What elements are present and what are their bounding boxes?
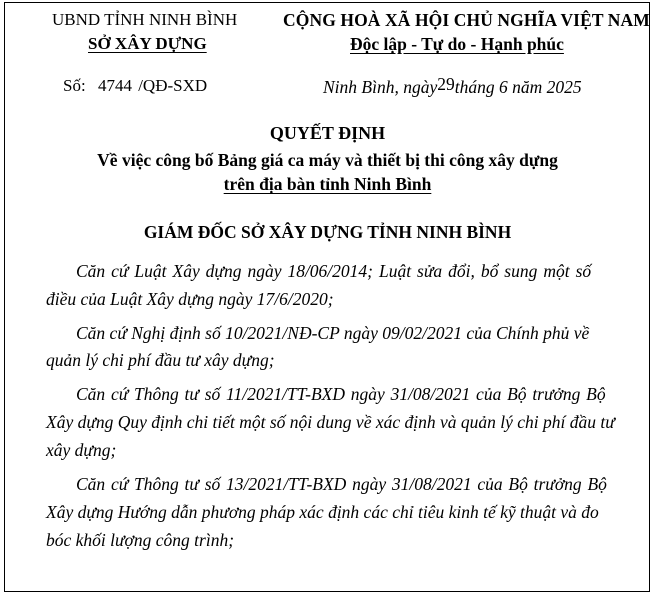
date-day: 29 xyxy=(437,74,455,94)
paragraph-4-line1 xyxy=(76,474,607,495)
paragraph-1-line1: Căn cứ Luật Xây dựng ngày 18/06/2014; Luật sửa đổi, bổ sung một số xyxy=(76,261,592,281)
paragraph-2-line2: quản lý chi phí đầu tư xây dựng; xyxy=(46,350,275,370)
date-suffix: tháng 6 năm 2025 xyxy=(454,77,582,97)
decision-title: QUYẾT ĐỊNH xyxy=(269,123,386,143)
paragraph-1-line2: điều của Luật Xây dựng ngày 17/6/2020; xyxy=(46,289,334,309)
paragraph-3-line1-text: Căn cứ Thông tư số 11/2021/TT-BXD ngày 31/08/2021 của Bộ trưởng Bộ xyxy=(76,384,606,404)
paragraph-3-line3: xây dựng; xyxy=(46,440,117,460)
decision-subject-line1: Về việc công bố Bảng giá ca máy và thiết bị thi công xây dựng xyxy=(97,150,558,170)
document-number xyxy=(63,76,207,96)
paragraph-4-line2: Xây dựng Hướng dẫn phương pháp xác định các chỉ tiêu kinh tế kỹ thuật và đo xyxy=(46,502,599,522)
paragraph-3-line2: Xây dựng Quy định chi tiết một số nội dung về xác định và quản lý chi phí đầu tư xyxy=(46,412,615,432)
decision-subject-line2-text: trên địa bàn tỉnh Ninh Bình xyxy=(223,174,432,194)
department-name: SỞ XÂY DỰNG xyxy=(88,34,207,53)
number-value: 4744 xyxy=(97,76,132,95)
authority-heading: GIÁM ĐỐC SỞ XÂY DỰNG TỈNH NINH BÌNH xyxy=(143,222,512,242)
paragraph-2-line1: Căn cứ Nghị định số 10/2021/NĐ-CP ngày 09/02/2021 của Chính phủ về xyxy=(76,323,590,343)
national-title: CỘNG HOÀ XÃ HỘI CHỦ NGHĨA VIỆT NAM xyxy=(283,10,650,30)
paragraph-4-line1-text: Căn cứ Thông tư số 13/2021/TT-BXD ngày 31/08/2021 của Bộ trưởng Bộ xyxy=(76,474,607,494)
org-name: UBND TỈNH NINH BÌNH xyxy=(52,10,238,29)
number-suffix: /QĐ-SXD xyxy=(138,76,208,95)
paragraph-4-line3: bóc khối lượng công trình; xyxy=(46,530,235,550)
place-date xyxy=(323,74,582,98)
number-label: Số: xyxy=(63,76,86,95)
place-date-prefix: Ninh Bình, ngày xyxy=(323,77,438,97)
national-motto: Độc lập - Tự do - Hạnh phúc xyxy=(350,34,564,54)
decision-subject-line2 xyxy=(0,174,655,195)
paragraph-3-line1 xyxy=(76,384,606,405)
